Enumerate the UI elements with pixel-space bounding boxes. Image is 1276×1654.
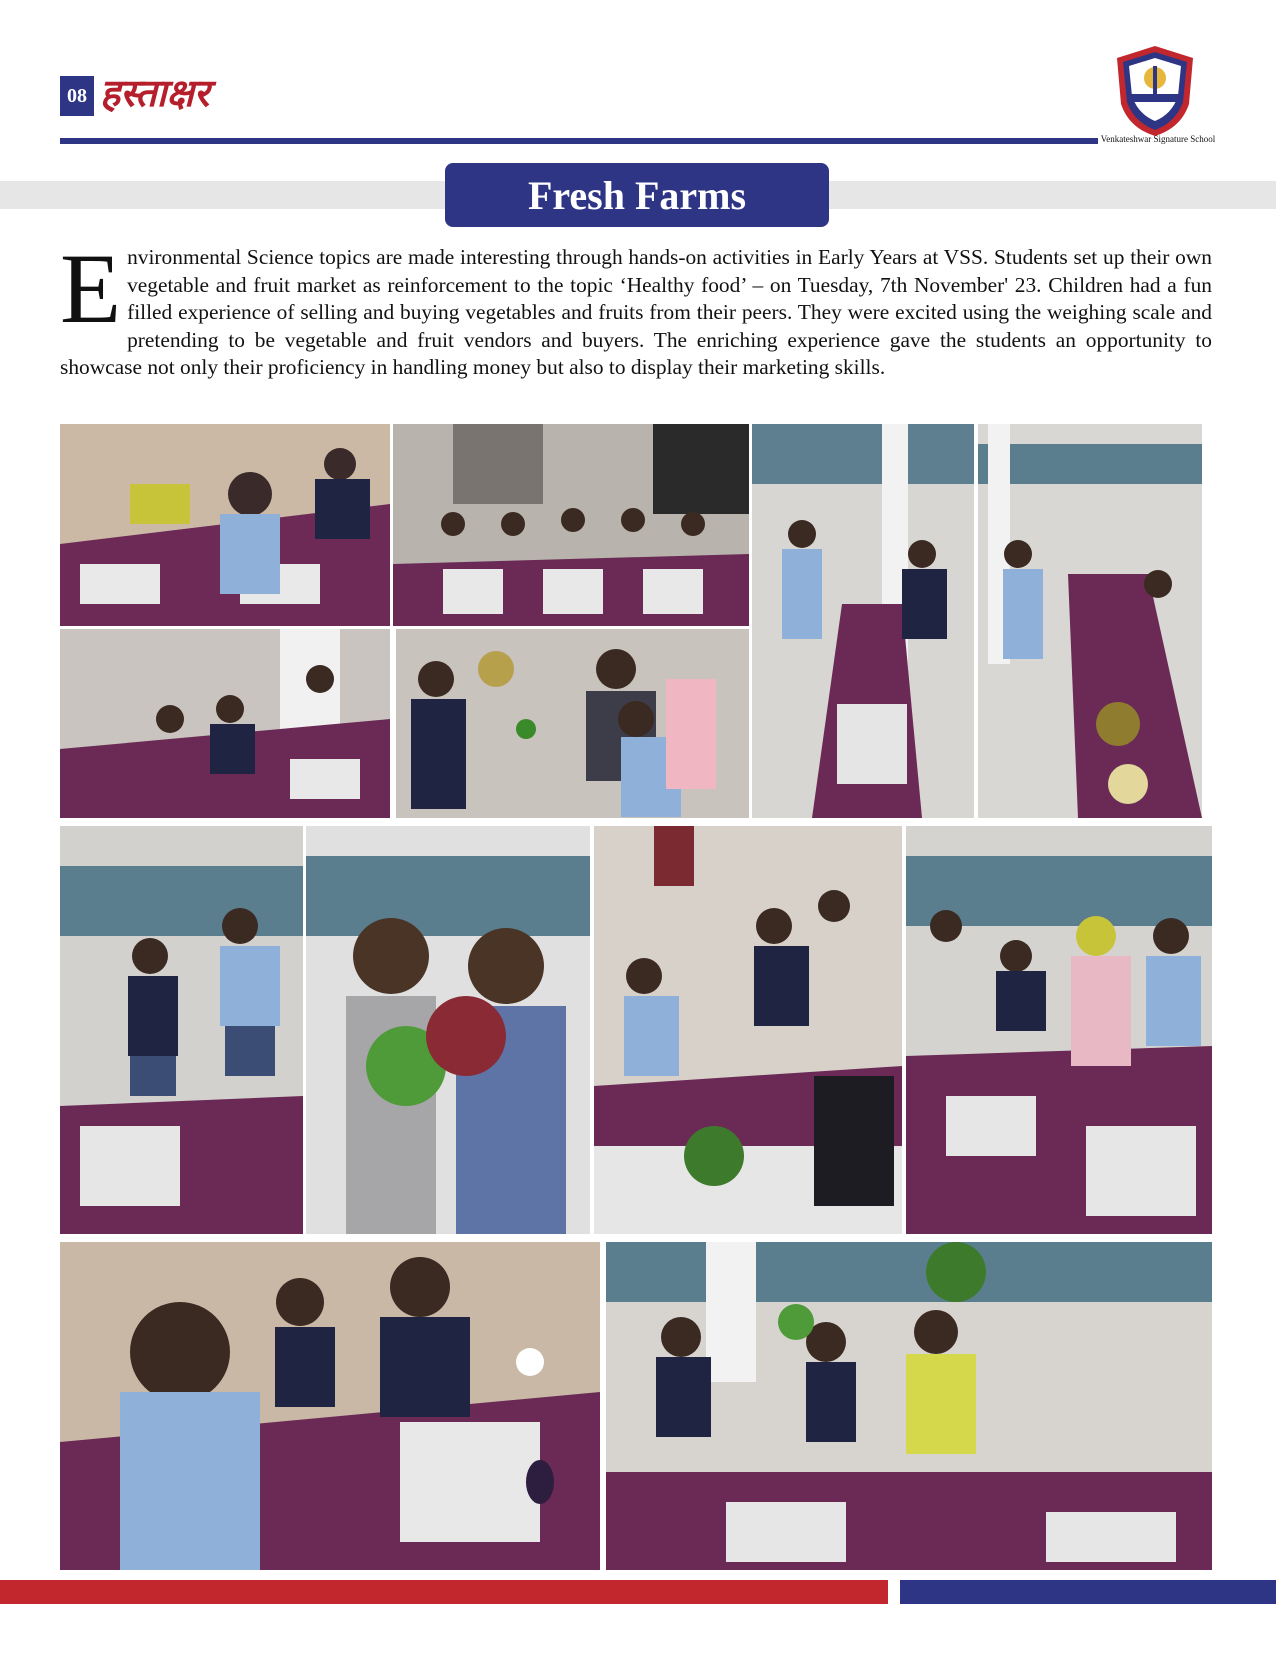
newsletter-masthead: हस्ताक्षर <box>100 70 210 115</box>
shield-icon <box>1115 44 1195 138</box>
footer-bar-red <box>0 1580 888 1604</box>
header-rule <box>60 138 1098 144</box>
photo-children-selling <box>60 424 390 626</box>
photo-boys-standing <box>60 826 303 1234</box>
photo-teacher-buying <box>396 629 749 818</box>
page-number: 08 <box>60 76 94 116</box>
photo-children-sitting <box>60 629 390 818</box>
photo-money-exchange <box>60 1242 600 1570</box>
photo-market-fruits <box>978 424 1202 818</box>
intro-text: nvironmental Science topics are made interesting through hands-on activities in Early Years at VSS. Students set up their own vegetable and fruit market as reinforcement to the topic ‘Healthy food’ – on Tuesday, 7th November' 23. Children had a fun filled experience of selling and buying vegetables and fruits from their peers. They were excited using the weighing scale and pretending to be vegetable and fruit vendors and buyers. The enriching experience gave the students an opportunity to showcase not only their proficiency in handling money but also to display their marketing skills. <box>60 245 1212 379</box>
photo-boys-vegetables <box>594 826 902 1234</box>
photo-teacher-with-students <box>906 826 1212 1234</box>
school-name: Venkateshwar Signature School <box>1100 134 1216 144</box>
school-logo <box>1115 44 1195 138</box>
photo-market-line <box>752 424 974 818</box>
photo-children-row <box>393 424 749 626</box>
article-intro <box>60 233 1212 382</box>
article-title: Fresh Farms <box>445 163 829 227</box>
photo-girls-greens <box>306 826 590 1234</box>
footer-bar-blue <box>900 1580 1276 1604</box>
drop-cap: E <box>60 233 122 344</box>
photo-greens-held-up <box>606 1242 1212 1570</box>
